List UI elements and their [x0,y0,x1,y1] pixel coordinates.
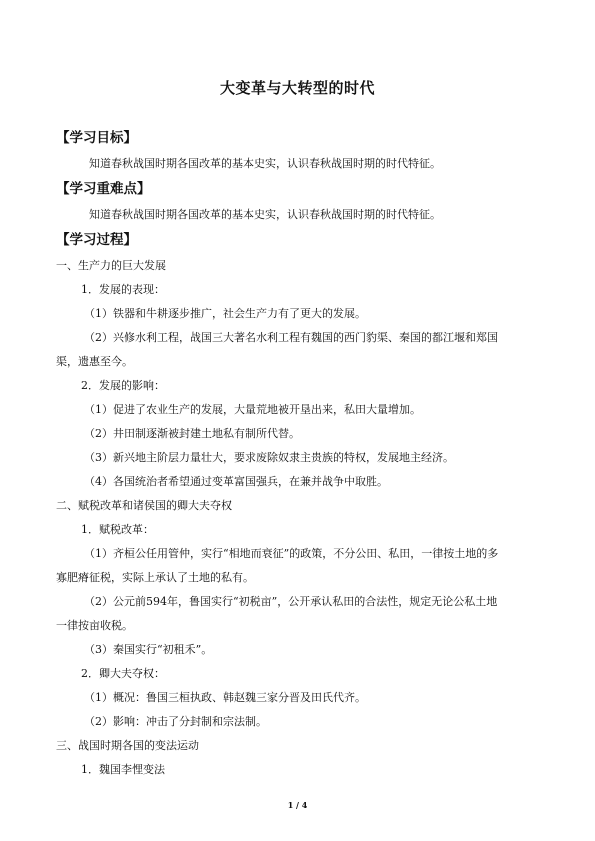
list-item: （2）井田制逐渐被封建土地私有制所代替。 [84,427,300,440]
page-title: 大变革与大转型的时代 [219,79,375,97]
list-item: （2）公元前594年，鲁国实行“初税亩”，公开承认私田的合法性，规定无论公私土地 [84,595,498,608]
section-heading-key: 【学习重难点】 [56,181,151,197]
process-list [56,254,542,782]
list-item: 1．赋税改革： [81,523,154,536]
list-item: （2）兴修水利工程，战国三大著名水利工程有魏国的西门豹渠、秦国的都江堰和郑国 [84,331,498,344]
list-item: 二、赋税改革和诸侯国的卿大夫夺权 [56,499,232,512]
list-item: （1）齐桓公任用管仲，实行“相地而衰征”的政策，不分公田、私田，一律按土地的多 [84,547,499,560]
list-item: 1．发展的表现： [81,283,165,296]
key-text: 知道春秋战国时期各国改革的基本史实，认识春秋战国时期的时代特征。 [89,208,441,221]
document-body [56,128,542,782]
list-item: （2）影响：冲击了分封制和宗法制。 [84,715,267,728]
list-item: （3）秦国实行“初租禾”。 [84,643,213,656]
list-item: （1）铁器和牛耕逐步推广，社会生产力有了更大的发展。 [84,307,366,320]
list-item: 2．发展的影响： [81,379,165,392]
list-item: 一、生产力的巨大发展 [56,259,166,272]
list-item: （3）新兴地主阶层力量壮大，要求废除奴隶主贵族的特权，发展地主经济。 [84,451,454,464]
list-item: 三、战国时期各国的变法运动 [56,739,199,752]
list-item: 1．魏国李悝变法 [81,763,165,776]
list-item: （1）促进了农业生产的发展，大量荒地被开垦出来，私田大量增加。 [84,403,421,416]
list-item: 2．卿大夫夺权： [81,667,165,680]
goal-text: 知道春秋战国时期各国改革的基本史实，认识春秋战国时期的时代特征。 [89,157,441,170]
list-item: （1）概况：鲁国三桓执政、韩赵魏三家分晋及田氏代齐。 [84,691,366,704]
list-item: 一律按亩收税。 [56,619,133,632]
page-number: 1 / 4 [287,800,308,810]
list-item: 寡肥瘠征税，实际上承认了土地的私有。 [56,571,254,584]
list-item: （4）各国统治者希望通过变革富国强兵，在兼并战争中取胜。 [84,475,388,488]
list-item: 渠，遗惠至今。 [56,355,133,368]
section-heading-goal: 【学习目标】 [56,130,137,146]
section-heading-process: 【学习过程】 [56,232,137,248]
